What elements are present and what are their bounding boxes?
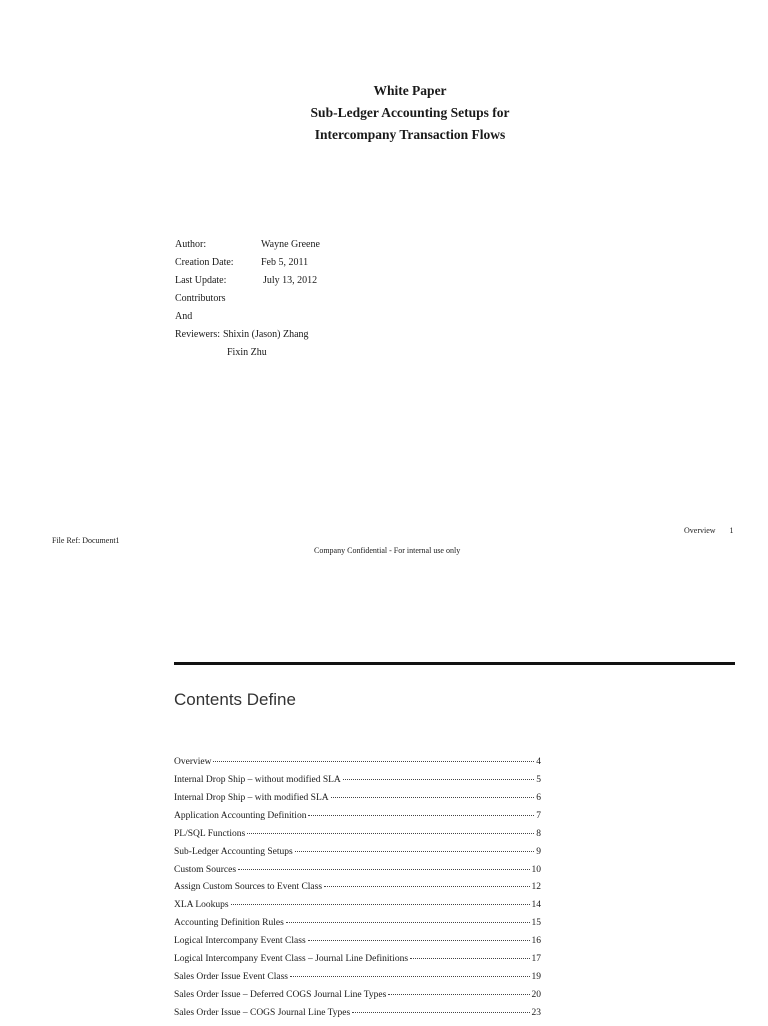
title-line-3: Intercompany Transaction Flows (314, 127, 506, 142)
toc-leader-dots (231, 904, 530, 905)
meta-value: Wayne Greene (261, 239, 320, 250)
toc-entry-title: Internal Drop Ship – with modified SLA (174, 792, 329, 803)
toc-entry-title: PL/SQL Functions (174, 828, 246, 839)
toc-entry-page: 10 (531, 864, 541, 875)
toc-entry-title: Sales Order Issue Event Class (174, 972, 288, 983)
toc-entry[interactable] (174, 900, 541, 918)
toc-entry-title: Sales Order Issue – Deferred COGS Journal Line Types (174, 989, 387, 1000)
toc-entry-title: XLA Lookups (174, 900, 229, 911)
toc-entry[interactable] (174, 757, 541, 775)
toc-entry-title: Assign Custom Sources to Event Class (174, 882, 323, 893)
meta-value: Shixin (Jason) Zhang (223, 329, 309, 340)
toc-entry[interactable] (174, 811, 541, 829)
toc-leader-dots (290, 976, 530, 977)
toc-entry-title: Logical Intercompany Event Class – Journal Line Definitions (174, 954, 409, 965)
toc-entry-title: Internal Drop Ship – without modified SLA (174, 774, 341, 785)
toc-entry-title: Sub-Ledger Accounting Setups (174, 846, 293, 857)
toc-entry-page: 23 (531, 1007, 541, 1018)
contents-divider (174, 662, 735, 665)
toc-leader-dots (352, 1012, 529, 1013)
toc-leader-dots (238, 869, 529, 870)
toc-leader-dots (247, 833, 534, 834)
toc-entry-title: Sales Order Issue – COGS Journal Line Types (174, 1007, 351, 1018)
footer-section-name: Overview (684, 526, 716, 535)
meta-value: Fixin Zhu (227, 347, 267, 358)
toc-entry[interactable] (174, 882, 541, 900)
meta-label: Creation Date: (175, 257, 234, 268)
toc-entry-title: Overview (174, 757, 212, 767)
meta-value: Feb 5, 2011 (261, 257, 309, 268)
toc-entry[interactable] (174, 972, 541, 990)
footer-file-ref: File Ref: Document1 (52, 536, 120, 545)
toc-entry[interactable] (174, 936, 541, 954)
toc-entry-title: Custom Sources (174, 864, 237, 875)
toc-entry[interactable] (174, 954, 541, 972)
toc-entry[interactable] (174, 1008, 541, 1026)
toc-entry-page: 19 (531, 972, 541, 983)
toc-entry[interactable] (174, 793, 541, 811)
toc-entry[interactable] (174, 775, 541, 793)
toc-entry[interactable] (174, 990, 541, 1008)
meta-label: Last Update: (175, 275, 227, 286)
meta-label: And (175, 311, 193, 322)
toc-entry-page: 7 (536, 810, 541, 821)
toc-leader-dots (410, 958, 529, 959)
toc-entry-page: 20 (531, 989, 541, 1000)
toc-leader-dots (308, 815, 534, 816)
contents-heading: Contents Define (174, 690, 296, 709)
toc-entry[interactable] (174, 847, 541, 865)
toc-entry-page: 9 (536, 846, 541, 857)
meta-label: Contributors (175, 293, 226, 304)
document-title (0, 80, 768, 146)
toc-entry[interactable] (174, 829, 541, 847)
title-line-1: White Paper (373, 83, 447, 98)
toc-entry-page: 14 (531, 900, 541, 911)
toc-leader-dots (295, 851, 535, 852)
meta-label: Author: (175, 239, 207, 250)
toc-entry-page: 17 (531, 954, 541, 965)
meta-label: Reviewers: (175, 329, 220, 340)
toc-leader-dots (213, 761, 534, 762)
toc-leader-dots (324, 886, 529, 887)
toc-entry-page: 6 (536, 792, 541, 803)
toc-leader-dots (331, 797, 535, 798)
meta-value: July 13, 2012 (263, 275, 318, 286)
toc-entry-page: 4 (536, 757, 541, 767)
toc-entry-title: Application Accounting Definition (174, 810, 307, 821)
toc-entry-page: 5 (536, 774, 541, 785)
toc-leader-dots (286, 922, 530, 923)
title-line-2: Sub-Ledger Accounting Setups for (310, 105, 510, 120)
toc-entry-page: 12 (531, 882, 541, 893)
toc-entry[interactable] (174, 865, 541, 883)
toc-entry-title: Logical Intercompany Event Class (174, 936, 306, 947)
footer-confidential: Company Confidential - For internal use only (314, 546, 461, 555)
toc-entry[interactable] (174, 918, 541, 936)
table-of-contents (174, 757, 541, 1026)
toc-entry-page: 16 (531, 936, 541, 947)
toc-entry-title: Accounting Definition Rules (174, 918, 284, 929)
footer-section (684, 526, 734, 535)
toc-entry-page: 15 (531, 918, 541, 929)
toc-leader-dots (343, 779, 534, 780)
toc-leader-dots (308, 940, 530, 941)
toc-leader-dots (388, 994, 529, 995)
footer-page-number: 1 (729, 526, 734, 535)
toc-entry-page: 8 (536, 828, 541, 839)
